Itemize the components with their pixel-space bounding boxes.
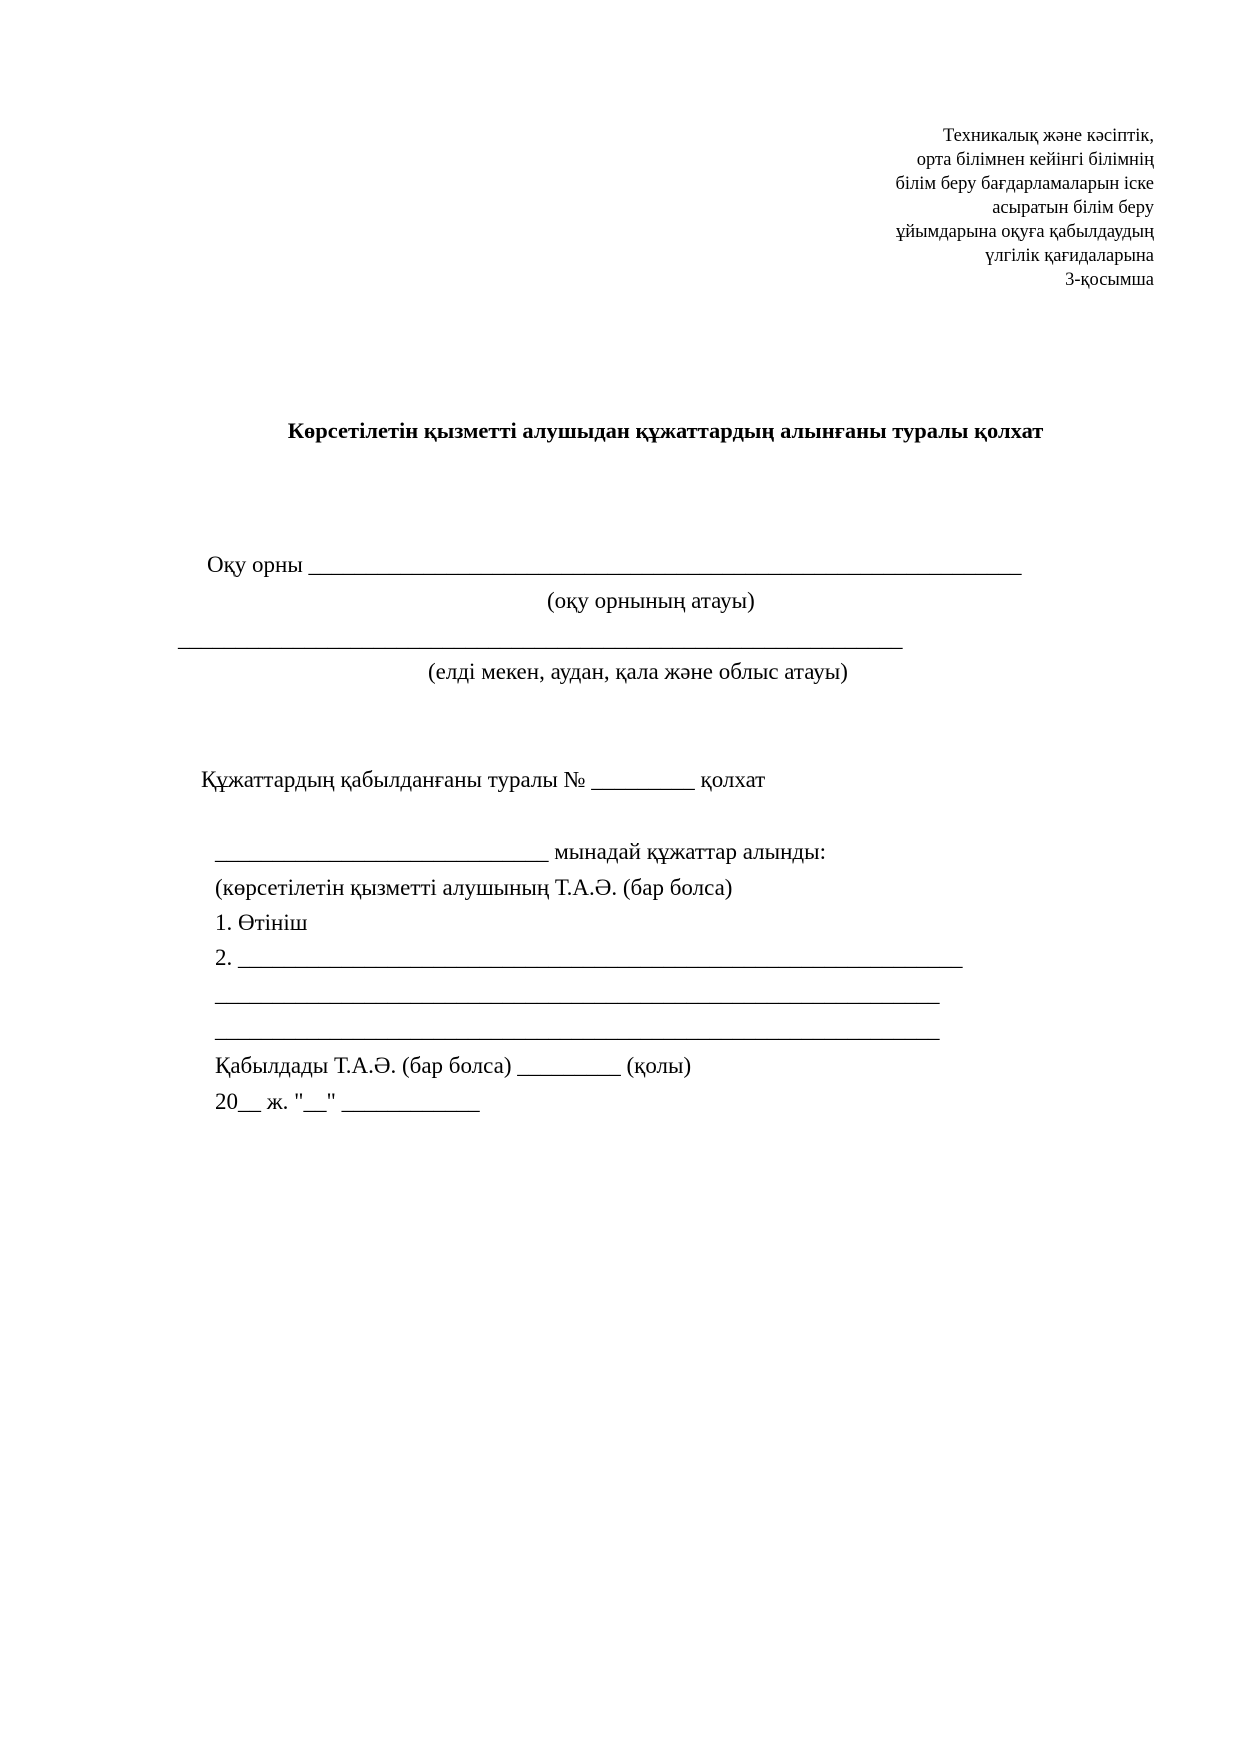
blank-line: _______________________________________________________________: [215, 981, 940, 1006]
locality-field: _______________________________________________________________: [178, 626, 903, 651]
date-line: 20__ ж. "__" ____________: [215, 1089, 480, 1114]
appendix-note-line: білім беру бағдарламаларын іске: [895, 174, 1154, 194]
school-field: Оқу орны ______________________________________________________________: [207, 552, 1022, 577]
document-item-2: 2. _______________________________________________________________: [215, 945, 963, 970]
school-caption: (оқу орнының атауы): [547, 588, 755, 613]
appendix-note-line: ұйымдарына оқуға қабылдаудың: [895, 222, 1154, 242]
blank-line: _______________________________________________________________: [215, 1017, 940, 1042]
appendix-note-line: асыратын білім беру: [992, 198, 1154, 218]
appendix-note: [896, 124, 1155, 292]
document-item-1: 1. Өтініш: [215, 910, 308, 935]
accepted-by-line: Қабылдады Т.А.Ә. (бар болса) _________ (қолы): [215, 1053, 692, 1078]
appendix-note-line: Техникалық және кәсіптік,: [943, 126, 1154, 146]
receipt-number-line: Құжаттардың қабылданғаны туралы № _________ қолхат: [201, 767, 766, 792]
appendix-note-line: орта білімнен кейінгі білімнің: [916, 150, 1154, 170]
appendix-note-line: үлгілік қағидаларына: [985, 246, 1154, 266]
recipient-line: _____________________________ мынадай құжаттар алынды:: [215, 839, 826, 864]
document-title: Көрсетілетін қызметті алушыдан құжаттардың алынғаны туралы қолхат: [287, 418, 1044, 443]
locality-caption: (елді мекен, аудан, қала және облыс атауы): [428, 659, 848, 684]
appendix-note-line: 3-қосымша: [1065, 270, 1154, 290]
recipient-caption: (көрсетілетін қызметті алушының Т.А.Ә. (бар болса): [215, 875, 733, 900]
